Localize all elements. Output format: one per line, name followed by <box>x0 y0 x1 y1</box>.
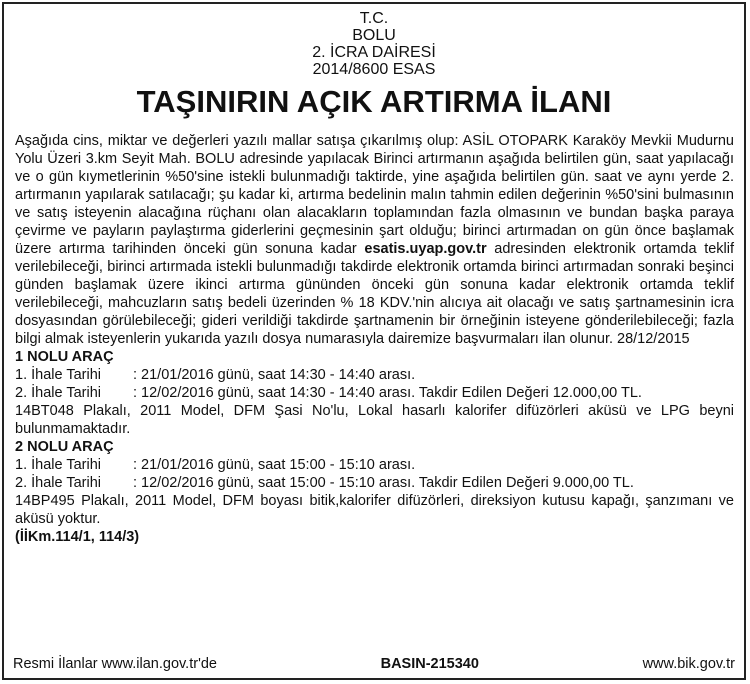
header-line-city: BOLU <box>352 27 396 44</box>
auction-label: 2. İhale Tarihi <box>15 475 101 491</box>
notice-footer <box>13 655 735 673</box>
auction-label: 2. İhale Tarihi <box>15 385 101 401</box>
header-line-country: T.C. <box>359 10 389 27</box>
auction-label: 1. İhale Tarihi <box>15 367 101 383</box>
vehicle-description: 14BP495 Plakalı, 2011 Model, DFM boyası bitik,kalorifer difüzörleri, direksiyon kutusu kapağı, şanzımanı ve aküsü yoktur. <box>15 493 734 527</box>
auction-value: : 21/01/2016 günü, saat 14:30 - 14:40 arası. <box>133 367 416 383</box>
intro-text-part1: Aşağıda cins, miktar ve değerleri yazılı mallar satışa çıkarılmış olup: ASİL OTOPARK Karaköy Mevkii Mudurnu Yolu Üzeri 3.km Seyit Mah. BOLU adresinde yapılacak Birinci artırmanın aşağıda belirtilen gün, saat yapılacağı ve o gün kıymetlerinin %50'sine istekli bulunmadığı taktirde, yine aşağıda belirtilen gün. saat ve aynı yerde 2. artırmanın yapılarak satılacağı; şu kadar ki, artırma bedelinin malın tahmin edilen değerinin %50'sini bulmasının ve satış isteyenin alacağına rüçhanı olan alacakların toplamından fazla olmasının ve bundan başka paraya çevirme ve payların paylaştırma giderlerini geçmesinin şart olduğu; birinci artırmadan on gün önce başlamak üzere artırma tarihinden önceki gün sonuna kadar <box>15 133 734 257</box>
vehicle-block-2 <box>15 438 734 528</box>
footer-ilan-link[interactable]: Resmi İlanlar www.ilan.gov.tr'de <box>13 656 217 672</box>
vehicle-description: 14BT048 Plakalı, 2011 Model, DFM Şasi No'lu, Lokal hasarlı kalorifer difüzörleri aküsü ve LPG beyni bulunmamaktadır. <box>15 403 734 437</box>
vehicle-heading: 2 NOLU ARAÇ <box>15 439 114 455</box>
header-line-office: 2. İCRA DAİRESİ <box>312 44 436 61</box>
intro-paragraph <box>15 132 734 348</box>
auction-row-1 <box>15 366 734 384</box>
vehicle-heading: 1 NOLU ARAÇ <box>15 349 114 365</box>
auction-label: 1. İhale Tarihi <box>15 457 101 473</box>
notice-frame <box>2 2 746 680</box>
intro-text-part2: adresinden elektronik ortamda teklif verilebileceği, birinci artırmada istekli bulunmadığı takdirde elektronik ortamda birinci artırmadan sonraki beşinci günden başlamak üzere ikinci artırma gününden önceki gün sonuna kadar elektronik ortamda teklif verilebileceği, mahcuzların satış bedeli üzerinden % 18 KDV.'nin alıcıya ait olacağı ve satış şartnamesinin icra dosyasından görülebileceği; gideri verildiği takdirde şartnamenin bir örneğinin isteyene gönderilebileceği; fazla bilgi almak isteyenlerin yukarıda yazılı dosya numarasıyla dairemize başvurmaları ilan olunur. 28/12/2015 <box>15 241 735 347</box>
notice-content <box>4 132 744 546</box>
header-line-case-number: 2014/8600 ESAS <box>312 61 436 78</box>
law-reference: (İİKm.114/1, 114/3) <box>15 529 140 545</box>
auction-row-2 <box>15 474 734 492</box>
esatis-link[interactable]: esatis.uyap.gov.tr <box>364 241 487 257</box>
vehicle-block-1 <box>15 348 734 438</box>
auction-value: : 12/02/2016 günü, saat 14:30 - 14:40 arası. Takdir Edilen Değeri 12.000,00 TL. <box>133 385 642 401</box>
footer-bik-link[interactable]: www.bik.gov.tr <box>642 656 735 672</box>
auction-row-2 <box>15 384 734 402</box>
notice-header <box>4 4 744 78</box>
notice-title: TAŞINIRIN AÇIK ARTIRMA İLANI <box>136 84 612 119</box>
auction-value: : 21/01/2016 günü, saat 15:00 - 15:10 arası. <box>133 457 416 473</box>
auction-value: : 12/02/2016 günü, saat 15:00 - 15:10 arası. Takdir Edilen Değeri 9.000,00 TL. <box>133 475 634 491</box>
footer-press-code: BASIN-215340 <box>380 656 479 672</box>
auction-row-1 <box>15 456 734 474</box>
